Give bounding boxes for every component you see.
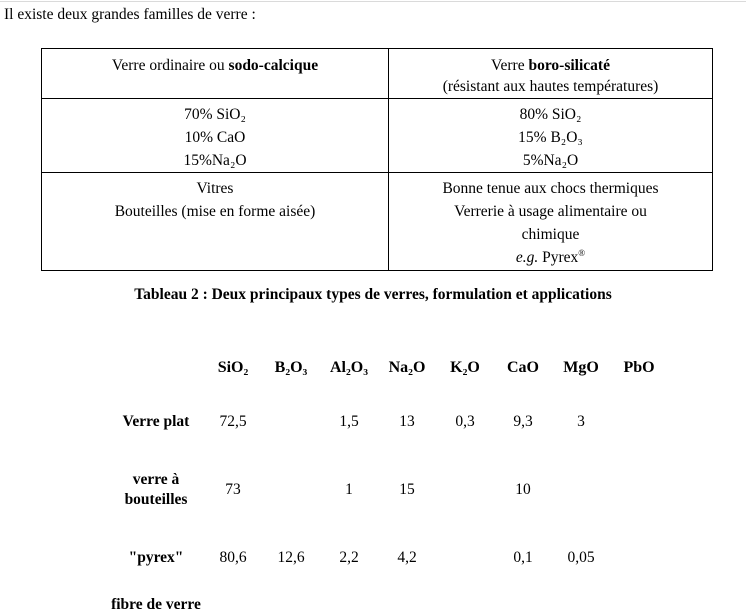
intro-text: Il existe deux grandes familles de verre : bbox=[4, 6, 256, 23]
table2-cell: 4,2 bbox=[397, 549, 417, 566]
table2-cell: 0,05 bbox=[567, 549, 595, 566]
composition-line: 15% B₂O₃ bbox=[518, 129, 583, 146]
applications-right-cell bbox=[389, 173, 713, 271]
application-line: Vitres bbox=[196, 180, 234, 197]
composition-line: 10% CaO bbox=[184, 129, 246, 146]
table1-header-row bbox=[42, 49, 713, 99]
table-row bbox=[108, 524, 668, 592]
table2-cell: 0,3 bbox=[455, 413, 475, 430]
column-header: PbO bbox=[623, 359, 655, 376]
table1-composition-row bbox=[42, 99, 713, 173]
composition-line: 70% SiO₂ bbox=[184, 106, 246, 123]
table2-cell: 80,6 bbox=[219, 549, 247, 566]
registered-trademark-symbol: ® bbox=[578, 247, 586, 258]
row-label: fibre de verre bbox=[111, 596, 201, 613]
column-header: Al₂O₃ bbox=[329, 359, 369, 376]
composition-line: 15%Na₂O bbox=[183, 152, 247, 169]
header-left-title bbox=[42, 55, 388, 76]
application-line: Verrerie à usage alimentaire ou bbox=[454, 203, 647, 220]
table-row bbox=[108, 388, 668, 456]
table2-cell: 72,5 bbox=[219, 413, 247, 430]
header-right-normal: Verre bbox=[491, 57, 529, 74]
table2-cell: 3 bbox=[577, 413, 585, 430]
table2-cell: 73 bbox=[225, 481, 241, 498]
row-label: "pyrex" bbox=[128, 549, 184, 566]
application-line: chimique bbox=[521, 226, 580, 243]
table2-cell: 1,5 bbox=[339, 413, 359, 430]
composition-left-cell bbox=[42, 99, 389, 173]
applications-left-cell bbox=[42, 173, 389, 271]
application-line: Bouteilles (mise en forme aisée) bbox=[114, 203, 316, 220]
table1-header-right bbox=[389, 49, 713, 99]
table2-cell: 0,1 bbox=[513, 549, 533, 566]
column-header: B₂O₃ bbox=[274, 359, 308, 376]
header-right-title bbox=[389, 55, 712, 76]
example-eg: e.g. bbox=[515, 249, 539, 266]
table2-cell: 13 bbox=[399, 413, 415, 430]
table2-cell: 15 bbox=[399, 481, 415, 498]
row-label: verre à bouteilles bbox=[124, 471, 188, 508]
column-header: Na₂O bbox=[388, 359, 426, 376]
column-header: MgO bbox=[563, 359, 599, 376]
glass-families-table bbox=[41, 48, 713, 271]
header-left-normal: Verre ordinaire ou bbox=[111, 57, 229, 74]
column-header: SiO₂ bbox=[217, 359, 249, 376]
page-top-divider bbox=[0, 1, 746, 2]
column-header: CaO bbox=[507, 359, 539, 376]
table2-cell: 9,3 bbox=[513, 413, 533, 430]
column-header: K₂O bbox=[450, 359, 480, 376]
header-right-bold: boro-silicaté bbox=[528, 57, 610, 74]
table2-cell: 1 bbox=[345, 481, 353, 498]
composition-right-cell bbox=[389, 99, 713, 173]
table-caption: Tableau 2 : Deux principaux types de verres, formulation et applications bbox=[134, 286, 612, 303]
table1-header-left bbox=[42, 49, 389, 99]
composition-line: 80% SiO₂ bbox=[519, 106, 582, 123]
table-row bbox=[108, 456, 668, 524]
application-line: Bonne tenue aux chocs thermiques bbox=[442, 180, 659, 197]
table-row-clipped bbox=[108, 592, 668, 615]
header-right-subtitle: (résistant aux hautes températures) bbox=[442, 78, 659, 95]
composition-line: 5%Na₂O bbox=[522, 152, 579, 169]
application-example bbox=[389, 246, 712, 269]
composition-data-table bbox=[108, 348, 668, 615]
table1-applications-row bbox=[42, 173, 713, 271]
header-left-bold: sodo-calcique bbox=[228, 57, 319, 74]
row-label: Verre plat bbox=[122, 413, 190, 430]
example-name: Pyrex bbox=[538, 249, 579, 266]
table2-cell: 12,6 bbox=[277, 549, 305, 566]
table2-header-row bbox=[108, 348, 668, 388]
table2-cell: 10 bbox=[515, 481, 531, 498]
table2-cell: 2,2 bbox=[339, 549, 359, 566]
